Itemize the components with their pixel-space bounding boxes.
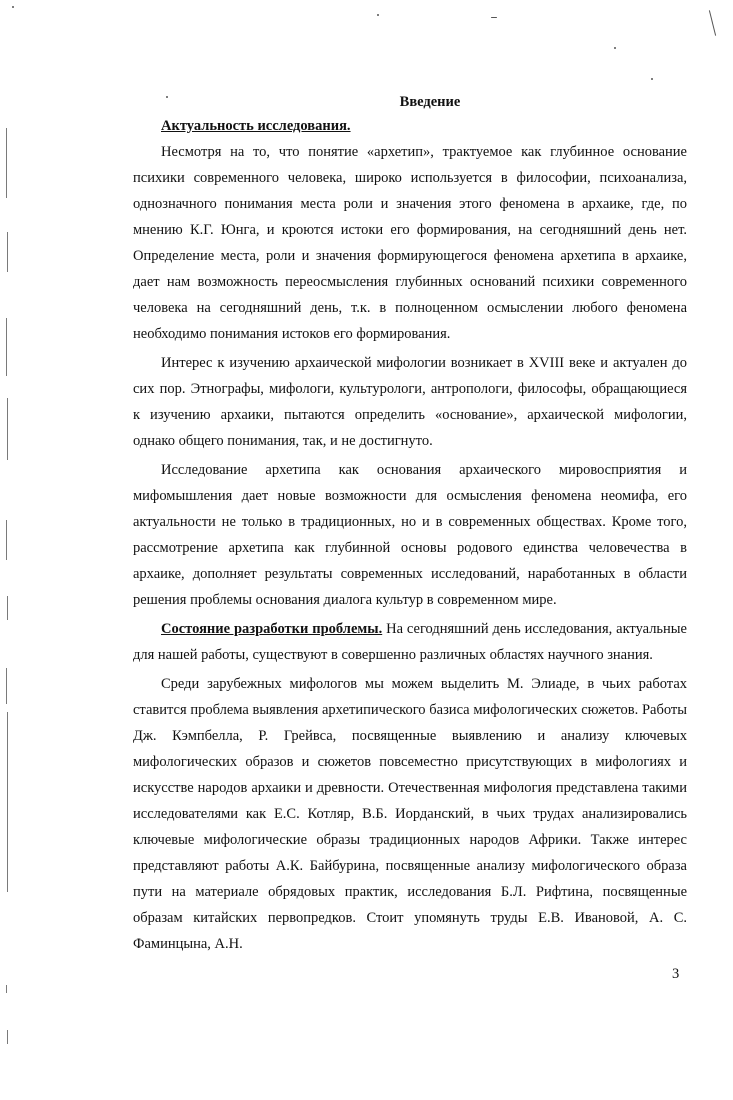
scan-margin-marks <box>0 0 20 1100</box>
scan-speck <box>491 17 497 18</box>
paragraph-researchers: Среди зарубежных мифологов мы можем выделить М. Элиаде, в чьих работах ставится проблема выявления архетипического базиса мифологических сюжетов. Работы Дж. Кэмпбелла, Р. Грейвса, посвященные выявлению и анализу ключевых мифологических образов и сюжетов повсеместно присутствующих в мифологиях и искусстве народов архаики и древности. Отечественная мифология представлена такими исследователями как Е.С. Котляр, В.Б. Иорданский, в чьих трудах анализировались ключевые мифологические образы традиционных народов Африки. Также интерес представляют работы А.К. Байбурина, посвященные анализу мифологического образа пути на материале обрядовых практик, исследования Б.Л. Рифтина, посвященные образам китайских первопредков. Стоит упомянуть труды Е.В. Ивановой, А. С. Фаминцына, А.Н. <box>133 676 687 952</box>
scan-scratch <box>709 10 716 35</box>
document-title: Введение <box>399 94 461 110</box>
scan-speck <box>651 78 653 80</box>
paragraph-state <box>133 616 687 668</box>
paragraph-relevance: Несмотря на то, что понятие «архетип», трактуемое как глубинное основание психики современного человека, широко используется в философии, психоанализа, однозначного понимания места роли и значения этого феномена в архаике, где, по мнению К.Г. Юнга, и кроются истоки его формирования, на сегодняшний день нет. Определение места, роли и значения формирующегося феномена архетипа в архаике, дает нам возможность переосмысления глубинных оснований психики современного человека на сегодняшний день, т.к. в полноценном осмыслении любого феномена необходимо понимания истоков его формирования. <box>133 144 687 342</box>
section-heading: Актуальность исследования. <box>161 118 351 134</box>
scan-speck <box>377 14 379 16</box>
state-text: На сегодняшний день исследования, актуальные для нашей работы, существуют в совершенно различных областях научного знания. <box>133 621 687 663</box>
document-body <box>133 92 687 960</box>
state-heading: Состояние разработки проблемы. <box>161 621 383 637</box>
paragraph-interest: Интерес к изучению архаической мифологии возникает в XVIII веке и актуален до сих пор. Этнографы, мифологи, культурологи, антропологи, философы, обращающиеся к изучению архаики, пытаются определить «основание», архаической мифологии, однако общего понимания, так, и не достигнуто. <box>133 355 687 449</box>
scan-speck <box>12 6 14 8</box>
scan-speck <box>614 47 616 49</box>
page-number: 3 <box>672 966 680 982</box>
paragraph-research: Исследование архетипа как основания архаического мировосприятия и мифомышления дает новые возможности для осмысления феномена неомифа, его актуальности не только в традиционных, но и в современных обществах. Кроме того, рассмотрение архетипа как глубинной основы родового единства человечества в архаике, дополняет результаты современных исследований, наработанных в области решения проблемы основания диалога культур в современном мире. <box>133 462 687 608</box>
